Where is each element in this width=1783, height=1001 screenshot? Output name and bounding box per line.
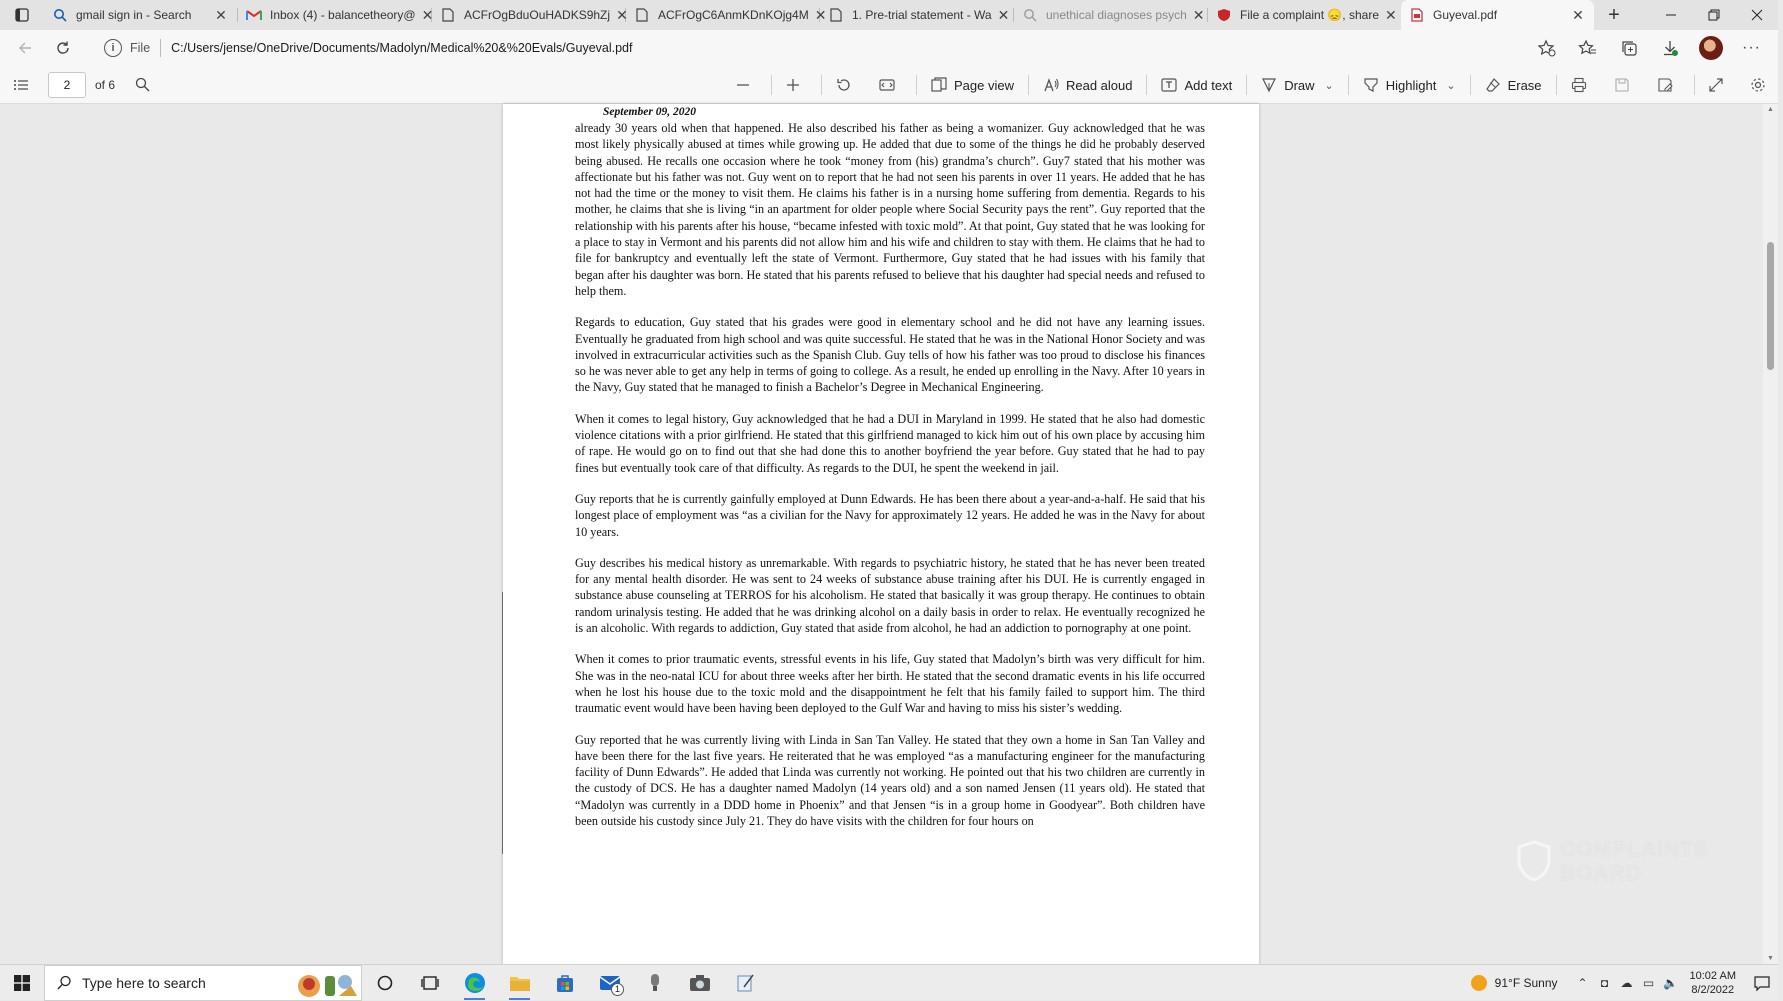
- tab-title: 1. Pre-trial statement - Wa: [852, 8, 992, 22]
- close-icon: [1751, 9, 1763, 21]
- tab-close-icon[interactable]: ✕: [616, 6, 628, 23]
- pdf-toolbar-right: [726, 66, 1783, 104]
- document-date: September 09, 2020: [603, 106, 696, 118]
- print-button[interactable]: [1561, 70, 1604, 100]
- search-highlight-illustration: [295, 970, 357, 998]
- save-button[interactable]: [1604, 70, 1647, 100]
- erase-label: Erase: [1507, 77, 1542, 93]
- taskbar-store-button[interactable]: [542, 965, 587, 1001]
- toolbar-divider: [821, 75, 822, 95]
- clock-date: 8/2/2022: [1691, 984, 1735, 996]
- tab-gmail-search[interactable]: [44, 0, 237, 30]
- tab-title: Guyeval.pdf: [1433, 8, 1498, 22]
- tab-gmail-inbox[interactable]: [238, 0, 434, 30]
- sun-icon: [1471, 975, 1487, 991]
- tab-actions-icon: [15, 8, 29, 22]
- url-text[interactable]: C:/Users/jense/OneDrive/Documents/Madolyn/Medical%20&%20Evals/Guyeval.pdf: [171, 41, 633, 55]
- volume-icon[interactable]: 🔈: [1663, 976, 1678, 990]
- favorites-icon: [1579, 39, 1597, 57]
- tab-close-icon[interactable]: ✕: [421, 6, 434, 23]
- page-view-label: Page view: [954, 77, 1014, 93]
- scroll-up-icon[interactable]: ▲: [1767, 106, 1774, 113]
- collections-button[interactable]: [1608, 32, 1649, 64]
- highlighter-icon: [1363, 77, 1379, 93]
- read-aloud-icon: [1043, 77, 1059, 93]
- taskbar-app-button[interactable]: [632, 965, 677, 1001]
- task-view-button[interactable]: [407, 965, 452, 1001]
- add-text-label: Add text: [1184, 77, 1233, 93]
- close-window-button[interactable]: [1735, 0, 1778, 30]
- weather-widget[interactable]: [1471, 975, 1558, 991]
- collections-icon: [1620, 39, 1638, 57]
- onedrive-icon[interactable]: ☁: [1620, 976, 1633, 990]
- tab-close-icon[interactable]: ✕: [997, 6, 1010, 23]
- toolbar-divider: [1028, 75, 1029, 95]
- plus-icon: [786, 78, 800, 92]
- edge-browser-icon: [464, 972, 486, 994]
- search-icon: [57, 975, 72, 990]
- downloads-button[interactable]: [1649, 32, 1690, 64]
- add-text-button[interactable]: [1151, 70, 1242, 100]
- notification-icon: [1754, 975, 1770, 991]
- refresh-icon: [55, 40, 71, 56]
- paragraph-traumatic-events: When it comes to prior traumatic events, stressful events in his life, Guy stated that Madolyn’s birth was very difficult for him. She was in the neo-natal ICU for about three weeks after her birth. He stated that the second dramatic events in his life occurred when he lost his house due to the toxic mold and the disappointment he felt that his family failed to support him. The third traumatic event would have been having been deployed to the Gulf War and having to miss his sister’s wedding.: [575, 652, 1205, 716]
- tab-close-icon[interactable]: ✕: [1385, 6, 1397, 23]
- chevron-down-icon[interactable]: ⌄: [1324, 79, 1334, 92]
- save-as-button[interactable]: [1647, 70, 1690, 100]
- add-text-icon: [1161, 77, 1177, 93]
- rotate-button[interactable]: [826, 70, 869, 100]
- add-favorite-button[interactable]: [1526, 32, 1567, 64]
- highlight-label: Highlight: [1385, 77, 1437, 93]
- print-icon: [1571, 77, 1587, 93]
- pdf-icon: [1409, 7, 1425, 23]
- paragraph-medical-history: Guy describes his medical history as unremarkable. With regards to psychiatric history, he stated that he has never been treated for any mental health disorder. He was sent to 24 weeks of substance abuse training after his DUI. He is currently engaged in substance abuse counseling at TERROS for his alcoholism. He stated that basically it was group therapy. He continues to obtain random urinalysis testing. He added that he was drinking alcohol on a daily basis in order to relax. He eventually recognized he is an alcoholic. With regards to addiction, Guy stated that aside from alcohol, he had an addiction to pornography at one point.: [575, 555, 1205, 636]
- pdf-page: [503, 104, 1259, 964]
- save-icon: [1614, 77, 1630, 93]
- taskbar-notepad-button[interactable]: [722, 965, 767, 1001]
- task-view-icon: [421, 975, 439, 991]
- windows-logo-icon: [14, 975, 30, 991]
- browser-tab-strip: [0, 0, 1778, 30]
- toolbar-divider: [916, 75, 917, 95]
- tab-title: File a complaint 😞, share: [1240, 8, 1379, 22]
- toolbar-divider: [771, 75, 772, 95]
- tab-document-2[interactable]: [626, 0, 827, 30]
- address-bar-row: [0, 30, 1778, 66]
- read-aloud-label: Read aloud: [1065, 77, 1133, 93]
- minus-icon: [736, 78, 750, 92]
- tab-pretrial-statement[interactable]: [820, 0, 1013, 30]
- pdf-viewer[interactable]: [0, 104, 1778, 964]
- toolbar-divider: [1348, 75, 1349, 95]
- document-icon: [634, 7, 650, 23]
- window-controls: [1649, 0, 1778, 30]
- tab-close-icon[interactable]: ✕: [215, 6, 227, 23]
- zoom-out-button[interactable]: [726, 70, 767, 100]
- circle-icon: [377, 975, 393, 991]
- complaints-board-watermark: [1516, 830, 1730, 960]
- camera-icon: [689, 974, 711, 992]
- toolbar-divider: [1556, 75, 1557, 95]
- settings-more-button[interactable]: [1731, 32, 1772, 64]
- paragraph-employment: Guy reports that he is currently gainfully employed at Dunn Edwards. He has been there about a year-and-a-half. He said that his longest place of employment was “as a civilian for the Navy for approximately 12 years. He added he was in the Navy for about 10 years.: [575, 491, 1205, 539]
- toolbar-divider: [1146, 75, 1147, 95]
- fullscreen-button[interactable]: [1699, 70, 1740, 100]
- taskbar-mail-button[interactable]: [587, 965, 632, 1001]
- toolbar-divider: [1246, 75, 1247, 95]
- read-aloud-button[interactable]: [1033, 70, 1143, 100]
- tab-close-icon[interactable]: ✕: [1192, 6, 1205, 23]
- search-icon: [135, 77, 150, 92]
- toolbar-divider: [1470, 75, 1471, 95]
- tab-unethical-search[interactable]: [1014, 0, 1207, 30]
- tab-document-1[interactable]: [432, 0, 628, 30]
- tab-title: gmail sign in - Search: [76, 8, 192, 22]
- store-icon: [555, 973, 575, 993]
- erase-button[interactable]: [1475, 70, 1552, 100]
- notification-center-button[interactable]: [1746, 975, 1778, 991]
- clock-time: 10:02 AM: [1689, 970, 1736, 982]
- draw-label: Draw: [1284, 77, 1315, 93]
- back-button[interactable]: [6, 32, 44, 64]
- vertical-scrollbar[interactable]: [1763, 104, 1778, 964]
- back-arrow-icon: [17, 40, 33, 56]
- search-icon: [52, 7, 68, 23]
- shield-icon: [1216, 7, 1232, 23]
- minimize-icon: [1665, 9, 1677, 21]
- gmail-icon: [246, 7, 262, 23]
- system-tray: [1471, 965, 1778, 1001]
- minimize-button[interactable]: [1649, 0, 1692, 30]
- page-number-input[interactable]: 2: [48, 72, 86, 98]
- address-field[interactable]: [104, 33, 632, 63]
- highlight-button[interactable]: [1353, 70, 1466, 100]
- system-clock[interactable]: [1690, 969, 1736, 997]
- start-button[interactable]: [0, 965, 44, 1001]
- tab-close-icon[interactable]: ✕: [814, 6, 827, 23]
- taskbar-camera-button[interactable]: [677, 965, 722, 1001]
- protocol-label: File: [130, 41, 151, 55]
- tab-guyeval-pdf[interactable]: [1401, 0, 1594, 30]
- page-view-button[interactable]: [921, 70, 1024, 100]
- document-icon: [440, 7, 456, 23]
- address-bar-actions: [1526, 30, 1772, 66]
- list-icon: [13, 78, 29, 92]
- more-icon: ···: [1742, 39, 1761, 56]
- folder-icon: [509, 974, 531, 992]
- fit-page-button[interactable]: [869, 70, 912, 100]
- gear-icon: [1750, 77, 1766, 93]
- paragraph-living-situation: Guy reported that he was currently living with Linda in San Tan Valley. He stated that they own a home in San Tan Valley and have been there for the last five years. He reiterated that he was employed “as a manufacturing engineer for the manufacturing facility of Dunn Edwards”. He added that Linda was currently not working. He pointed out that his two children are currently in the custody of DCS. He has a daughter named Madolyn (14 years old) and a son named Jensen (11 years old). He stated that “Madolyn was currently in a DDD home in Phoenix” and that Jensen “is in a group home in Goodyear”. Both children have been outside his custody since July 21. They do have visits with the children for four hours on: [575, 732, 1205, 828]
- tab-close-icon[interactable]: ✕: [1572, 6, 1584, 23]
- plus-icon: +: [1608, 3, 1620, 26]
- taskbar-file-explorer-button[interactable]: [497, 965, 542, 1001]
- find-button[interactable]: [123, 68, 161, 102]
- expand-icon: [1709, 78, 1723, 92]
- cortana-button[interactable]: [362, 965, 407, 1001]
- zoom-in-button[interactable]: [776, 70, 817, 100]
- info-icon[interactable]: i: [104, 39, 122, 57]
- table-of-contents-button[interactable]: [2, 68, 40, 102]
- search-icon: [1022, 7, 1038, 23]
- scroll-down-icon[interactable]: ▼: [1767, 955, 1774, 962]
- eraser-icon: [1485, 77, 1501, 93]
- draw-pen-icon: [1261, 77, 1277, 93]
- restore-button[interactable]: [1692, 0, 1735, 30]
- fit-page-icon: [879, 78, 895, 92]
- page-view-icon: [931, 77, 947, 93]
- shield-icon: [1516, 840, 1552, 882]
- paragraph-legal-history: When it comes to legal history, Guy acknowledged that he had a DUI in Maryland in 1999. He stated that he also had domestic violence citations with a prior girlfriend. He stated that this girlfriend managed to kick him out of his own place by accusing him of rape. He would go on to find out that she had done this to another boyfriend the year before. Guy stated that he had to pay fines but eventually took care of that difficulty. As regards to the DUI, he spent the weekend in jail.: [575, 411, 1205, 475]
- rotate-icon: [836, 77, 852, 93]
- camera-tray-icon[interactable]: ◘: [1600, 976, 1609, 990]
- tab-file-complaint[interactable]: [1208, 0, 1401, 30]
- favorites-button[interactable]: [1567, 32, 1608, 64]
- notepad-icon: [735, 973, 755, 993]
- scrollbar-thumb[interactable]: [1767, 242, 1774, 370]
- tab-title: ACFrOgBduOuHADKS9hZj: [464, 8, 611, 22]
- tab-title: unethical diagnoses psych: [1046, 8, 1187, 22]
- address-divider: [160, 39, 161, 57]
- mail-badge: 1: [611, 983, 624, 996]
- weather-text: 91°F Sunny: [1494, 976, 1558, 990]
- tab-title: ACFrOgC6AnmKDnKOjg4M: [658, 8, 809, 22]
- chevron-down-icon[interactable]: ⌄: [1446, 79, 1456, 92]
- toolbar-divider: [1694, 75, 1695, 95]
- search-placeholder: Type here to search: [82, 974, 206, 991]
- page-content: [575, 104, 1205, 844]
- microphone-icon: [648, 973, 662, 993]
- save-as-icon: [1657, 77, 1673, 93]
- tab-title: Inbox (4) - balancetheory@: [270, 8, 416, 22]
- pdf-toolbar: [0, 66, 1778, 104]
- pdf-settings-button[interactable]: [1740, 70, 1783, 100]
- page-count: of 6: [95, 77, 116, 92]
- tab-actions-button[interactable]: [0, 0, 44, 30]
- restore-icon: [1708, 9, 1720, 21]
- taskbar-edge-button[interactable]: [452, 965, 497, 1001]
- new-tab-button[interactable]: [1594, 0, 1634, 30]
- download-icon: [1661, 39, 1679, 57]
- avatar: [1699, 36, 1723, 60]
- windows-taskbar: [0, 964, 1778, 1000]
- watermark-line-2: BOARD: [1560, 862, 1642, 885]
- watermark-line-1: COMPLAINTS: [1560, 838, 1709, 861]
- draw-button[interactable]: [1251, 70, 1344, 100]
- paragraph-family-history: already 30 years old when that happened. He also described his father as being a womanizer. Guy acknowledged that he was most likely physically abused at times while growing up. He added that due to some of the things he did he probably deserved being abused. He recalls one occasion where he took “money from (his) grandma’s church”. Guy7 stated that his mother was affectionate but his father was not. Guy went on to report that he had not seen his parents in over 11 years. He added that he has not had the time or the money to visit them. He claims his father is in a nursing home suffering from dementia. Regards to his mother, he claims that she is living “in an apartment for older people where Social Security pays the rent”. Guy reported that the relationship with his parents after his house, “became infested with toxic mold”. At that point, Guy stated that he was looking for a place to stay in Vermont and his parents did not allow him and his wife and children to stay with them. He claims that he had to file for bankruptcy and eventually left the state of Vermont. Furthermore, Guy stated that he had issues with his family that began after his daughter was born. He stated that his parents refused to believe that his daughter had special needs and refused to help them.: [575, 121, 1205, 298]
- taskbar-search-box[interactable]: [44, 965, 362, 1001]
- pdf-toolbar-left: [0, 68, 161, 102]
- document-icon: [828, 7, 844, 23]
- paragraph-education: Regards to education, Guy stated that his grades were good in elementary school and he did not have any learning issues. Eventually he graduated from high school and was quite successful. He stated that he was in the National Honor Society and was involved in extracurricular activities such as the Spanish Club. Guy tells of how his father was too proud to disclose his finances so he was never able to get any help in terms of going to college. As a result, he ended up enrolling in the Navy. After 10 years in the Navy, Guy stated that he managed to finish a Bachelor’s Degree in Mechanical Engineering.: [575, 315, 1205, 395]
- refresh-button[interactable]: [44, 32, 82, 64]
- chevron-up-icon[interactable]: ⌃: [1577, 976, 1588, 990]
- network-icon[interactable]: ▭: [1642, 976, 1655, 990]
- profile-button[interactable]: [1690, 32, 1731, 64]
- star-plus-icon: [1538, 39, 1556, 57]
